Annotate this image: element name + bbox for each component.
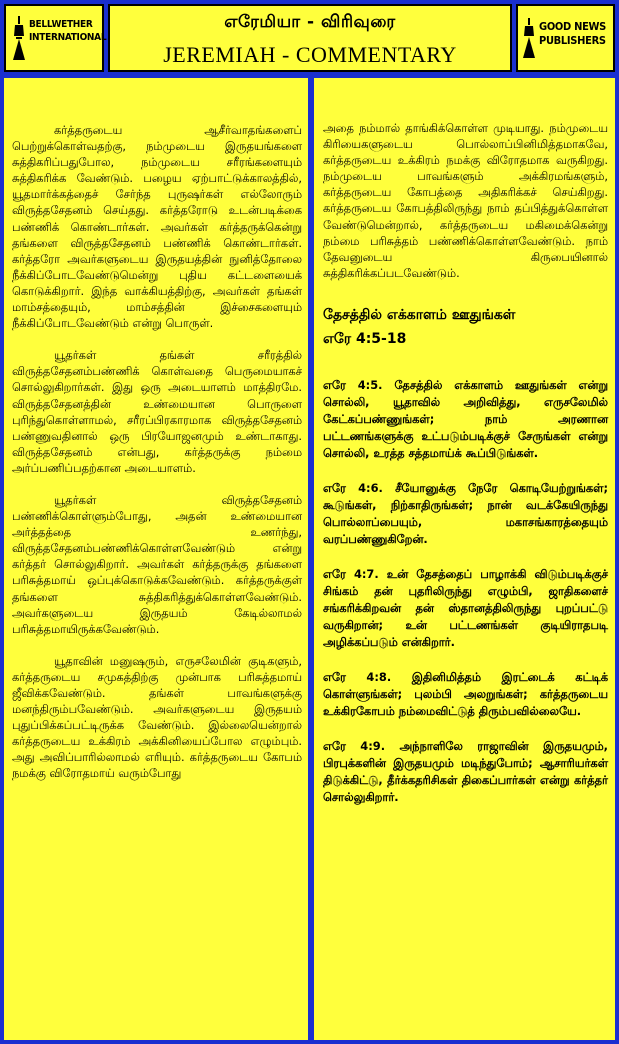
verse: எரே 4:7. உன் தேசத்தைப் பாழாக்கி விடும்படிக்குச் சிங்கம் தன் புதரிலிருந்து எழும்பி, ஜாதிகளைச் சங்கரிக்கிறவன் தன் ஸ்தானத்திலிருந்து புறப்பட்டு வருகிறான்; உன் பட்டணங்கள் குடியிராதபடி அழிக்கப்படும் என்கிறார். — [323, 566, 608, 649]
page-title — [108, 4, 512, 72]
verse: எரே 4:6. சீயோனுக்கு நேரே கொடியேற்றுங்கள்; கூடுங்கள், நிற்காதிருங்கள்; நான் வடக்கேயிருந்து பொல்லாப்பையும், மகாசங்காரத்தையும் வரப்பண்ணுகிறேன். — [323, 480, 608, 546]
page-header — [4, 4, 615, 72]
good-news-logo — [516, 4, 615, 72]
title-english: JEREMIAH - COMMENTARY — [163, 42, 457, 67]
right-column — [314, 78, 615, 1040]
section-title: தேசத்தில் எக்காளம் ஊதுங்கள் — [323, 306, 516, 323]
bellwether-logo — [4, 4, 107, 72]
section-reference: எரே 4:5-18 — [323, 330, 407, 347]
good-news-icon — [522, 18, 536, 58]
commentary-paragraph: யூதர்கள் தங்கள் சரீரத்தில் விருத்தசேதனம்பண்ணிக் கொள்வதை பெருமையாகச் சொல்லுகிறார்கள். இது ஒரு அடையாளம் மாத்திரமே. விருத்தசேதனத்தின் உண்மையான பொருளை புரிந்துகொள்ளாமல், சரீரப்பிரகாரமாக விருத்தசேதனம் பண்ணுவதினால் ஒரு பிரயோஜனமும் உண்டாகாது. விருத்தசேதனம் என்பது, கர்த்தருக்கு நம்மை அர்ப்பணிப்பதற்கான அடையாளம். — [12, 348, 302, 475]
logo-text-line1: GOOD NEWS — [539, 20, 606, 33]
verse: எரே 4:9. அந்நாளிலே ராஜாவின் இருதயமும், பிரபுக்களின் இருதயமும் மடிந்துபோம்; ஆசாரியர்கள் திடுக்கிட்டு, தீர்க்கதரிசிகள் திகைப்பார்கள் என்று கர்த்தர் சொல்லுகிறார். — [323, 738, 608, 804]
bellwether-icon — [12, 16, 26, 60]
title-tamil: எரேமியா - விரிவுரை — [224, 12, 396, 32]
commentary-paragraph: அதை நம்மால் தாங்கிக்கொள்ள முடியாது. நம்முடைய கிரியைகளுடைய பொல்லாப்பினிமித்தமாகவே, கர்த்தருடைய உக்கிரம் நமக்கு விரோதமாக வருகிறது. நம்முடைய பாவங்களும் அக்கிரமங்களும், கர்த்தருடைய கோபத்தை அதிகரிக்கச் செய்கிறது. கர்த்தருடைய கோபத்திலிருந்து நாம் தப்பித்துக்கொள்ள வேண்டுமென்றால், கர்த்தருடைய மகிமைக்கென்று நம்மை பரிசுத்தம் பண்ணிக்கொள்ளவேண்டும். நாம் தேவனுடைய கிருபையினால் சுத்திகரிக்கப்படவேண்டும். — [323, 121, 608, 280]
commentary-paragraph: கர்த்தருடைய ஆசீர்வாதங்களைப் பெற்றுக்கொள்வதற்கு, நம்முடைய இருதயங்களை சுத்திகரிப்பதுபோல, நம்முடைய சரீரங்களையும் சுத்திகரிக்க வேண்டும். பழைய ஏற்பாட்டுக்காலத்தில், யூதமார்க்கத்தைச் சேர்ந்த புருஷர்கள் எல்லோரும் விருத்தசேதனம் செய்தது. கர்த்தரோடு உடன்படிக்கை பண்ணிக் கொண்டார்கள். அவர்கள் கர்த்தருக்கென்று தங்களை விருத்தசேதனம் பண்ணிக் கொண்டார்கள். கர்த்தரோ அவர்களுடைய இருதயத்தின் நுனித்தோலை நீக்கிப்போடவேண்டுமென்று புதிய கட்டளையைக் கொடுக்கிறார். இந்த வாக்கியத்திற்கு, அவர்கள் தங்கள் மாம்சத்தையும், மாம்சத்தின் இச்சைகளையும் நீக்கிப்போடவேண்டும் என்று பொருள். — [12, 123, 302, 331]
commentary-paragraph: யூதாவின் மனுஷரும், எருசலேமின் குடிகளும், கர்த்தருடைய சமுகத்திற்கு முன்பாக பரிசுத்தமாய் ஜீவிக்கவேண்டும். தங்கள் பாவங்களுக்கு மனந்திரும்பவேண்டும். அவர்களுடைய இருதயம் புதுப்பிக்கப்பட்டிருக்க வேண்டும். இல்லையென்றால் கர்த்தருடைய உக்கிரம் அக்கினியைப்போல எழும்பும். அது அவிப்பாரில்லாமல் எரியும். கர்த்தருடைய கோபம் நமக்கு விரோதமாய் வரும்போது — [12, 653, 302, 781]
logo-text-line2: INTERNATIONAL — [29, 32, 107, 43]
logo-text-line1: BELLWETHER — [29, 19, 93, 30]
verse: எரே 4:8. இதினிமித்தம் இரட்டைக் கட்டிக் கொள்ளுங்கள்; புலம்பி அலறுங்கள்; கர்த்தருடைய உக்கிரகோபம் நம்மைவிட்டுத் திரும்பவில்லையே. — [323, 669, 608, 718]
verse: எரே 4:5. தேசத்தில் எக்காளம் ஊதுங்கள் என்று சொல்லி, யூதாவில் அறிவித்து, எருசலேமில் கேட்கப்பண்ணுங்கள்; நாம் அரணான பட்டணங்களுக்கு உட்படும்படிக்குச் சேருங்கள் என்று சொல்லி, உரத்த சத்தமாய்க் கூப்பிடுங்கள். — [323, 377, 608, 460]
left-column — [4, 78, 308, 1040]
section-heading — [323, 303, 608, 351]
commentary-paragraph: யூதர்கள் விருத்தசேதனம் பண்ணிக்கொள்ளும்போது, அதன் உண்மையான அர்த்தத்தை உணர்ந்து, விருத்தசேதனம்பண்ணிக்கொள்ளவேண்டும் என்று கர்த்தர் சொல்லுகிறார். அவர்கள் கர்த்தருக்கு தங்களை பரிசுத்தமாய் ஒப்புக்கொடுக்கவேண்டும். கர்த்தருக்குள் தங்களை சுத்திகரித்துக்கொள்ளவேண்டும். அவர்களுடைய இருதயம் கேடில்லாமல் பரிசுத்தமாயிருக்கவேண்டும். — [12, 492, 302, 636]
logo-text-line2: PUBLISHERS — [539, 34, 606, 47]
